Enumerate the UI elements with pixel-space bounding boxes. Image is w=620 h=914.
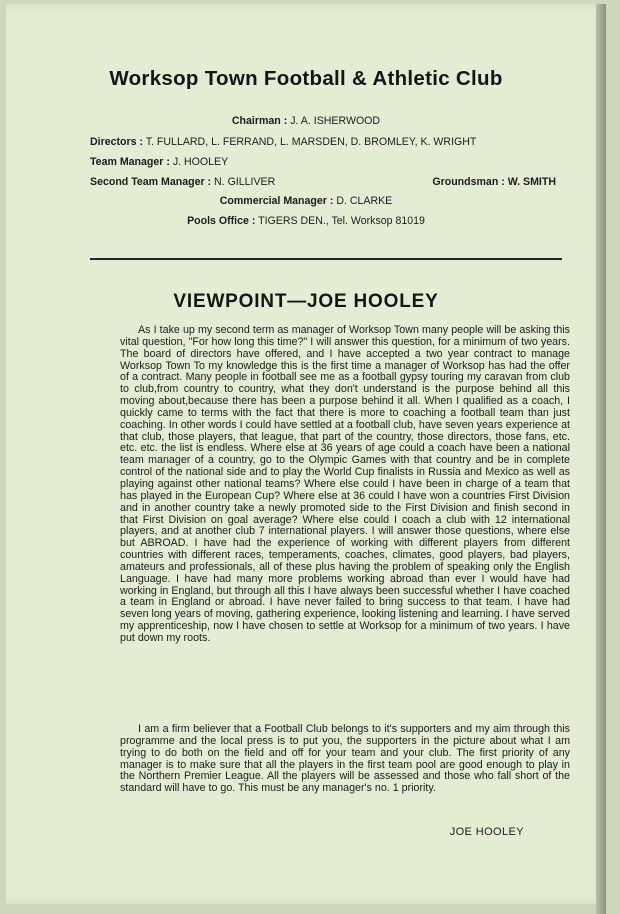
second-team-manager-line: [90, 176, 275, 188]
page-edge: [596, 4, 606, 914]
article-paragraph-1: As I take up my second term as manager of Worksop Town many people will be asking this vital question, "For how long this time?" I will answer this question, for a minimum of two years. The board of directors have offered, and I have accepted a two year contract to manage Worksop Town To my knowledge this is the first time a manager of Worksop has had the offer of a contract. Many people in football see me as a football gypsy touring my caravan from club to club,from country to country, what they don't understand is the purpose behind all this moving about,because there has been a purpose behind it all. When I qualified as a coach, I quickly came to terms with the fact that there is more to coaching a football team than just coaching. In other words I could have settled at a football club, have seven years experience at that club, those players, that league, that part of the country, those directors, those fans, etc. etc. etc. the list is endless. Where else at 36 years of age could a coach have been a national team manager of a country, go to the Olympic Games with that country and be in complete control of the national side and to play the World Cup finalists in Russia and Mexico as well as playing against other national teams? Where else could I have been in charge of a team that has played in the European Cup? Where else at 36 could I have won a countries First Division and in another country take a newly promoted side to the First Division and finish second in that First Division on goal average? Where else could I coach a club with 12 international players, and at another club 7 international players. I will answer those questions, where else but ABROAD. I have had the experience of working with different players from different countries with different races, temperaments, coaches, climates, good players, bad players, amateurs and professionals, all of these plus having the problem of speaking only the English Language. I have had many more problems working abroad than ever I would have had working in England, but through all this I have always been successful whether I have coached a team in England or abroad. I have never failed to bring success to that team. I have had seven long years of moving, gathering experience, looking listening and learning. I have served my apprenticeship, now I have chosen to settle at Worksop for a minimum of two years. I have put down my roots.: [120, 324, 570, 644]
groundsman-line: [432, 176, 556, 188]
groundsman-label: Groundsman :: [432, 176, 505, 188]
pools-office-line: [6, 215, 606, 227]
team-manager-line: [90, 156, 228, 168]
article-heading: VIEWPOINT—JOE HOOLEY: [173, 291, 439, 312]
second-team-manager-label: Second Team Manager :: [90, 176, 212, 188]
directors-line: [90, 136, 476, 148]
team-manager-value: J. HOOLEY: [172, 156, 229, 168]
article-signature: JOE HOOLEY: [449, 826, 524, 838]
programme-page: [6, 4, 606, 904]
commercial-manager-value: D. CLARKE: [336, 195, 393, 207]
second-team-manager-value: N. GILLIVER: [214, 176, 276, 188]
directors-value: T. FULLARD, L. FERRAND, L. MARSDEN, D. BROMLEY, K. WRIGHT: [145, 136, 477, 148]
directors-label: Directors :: [90, 136, 143, 148]
article-paragraph-2: I am a firm believer that a Football Club belongs to it's supporters and my aim through this programme and the local press is to put you, the supporters in the picture about what I am trying to do both on the field and off for your team and your club. The first priority of any manager is to make sure that all the players in the first team pool are good enough to play in the Northern Premier League. All the players will be assessed and those who fall short of the standard will have to go. This must be any manager's no. 1 priority.: [120, 723, 570, 795]
commercial-manager-line: [6, 195, 606, 207]
pools-office-label: Pools Office :: [187, 215, 256, 227]
team-manager-label: Team Manager :: [90, 156, 170, 168]
header-divider: [90, 258, 562, 260]
chairman-line: [6, 115, 606, 127]
club-title: Worksop Town Football & Athletic Club: [109, 67, 503, 90]
commercial-manager-label: Commercial Manager :: [219, 195, 334, 207]
pools-office-value: TIGERS DEN., Tel. Worksop 81019: [258, 215, 425, 227]
chairman-label: Chairman :: [231, 115, 288, 127]
groundsman-value: W. SMITH: [507, 176, 556, 188]
chairman-value: J. A. ISHERWOOD: [290, 115, 381, 127]
